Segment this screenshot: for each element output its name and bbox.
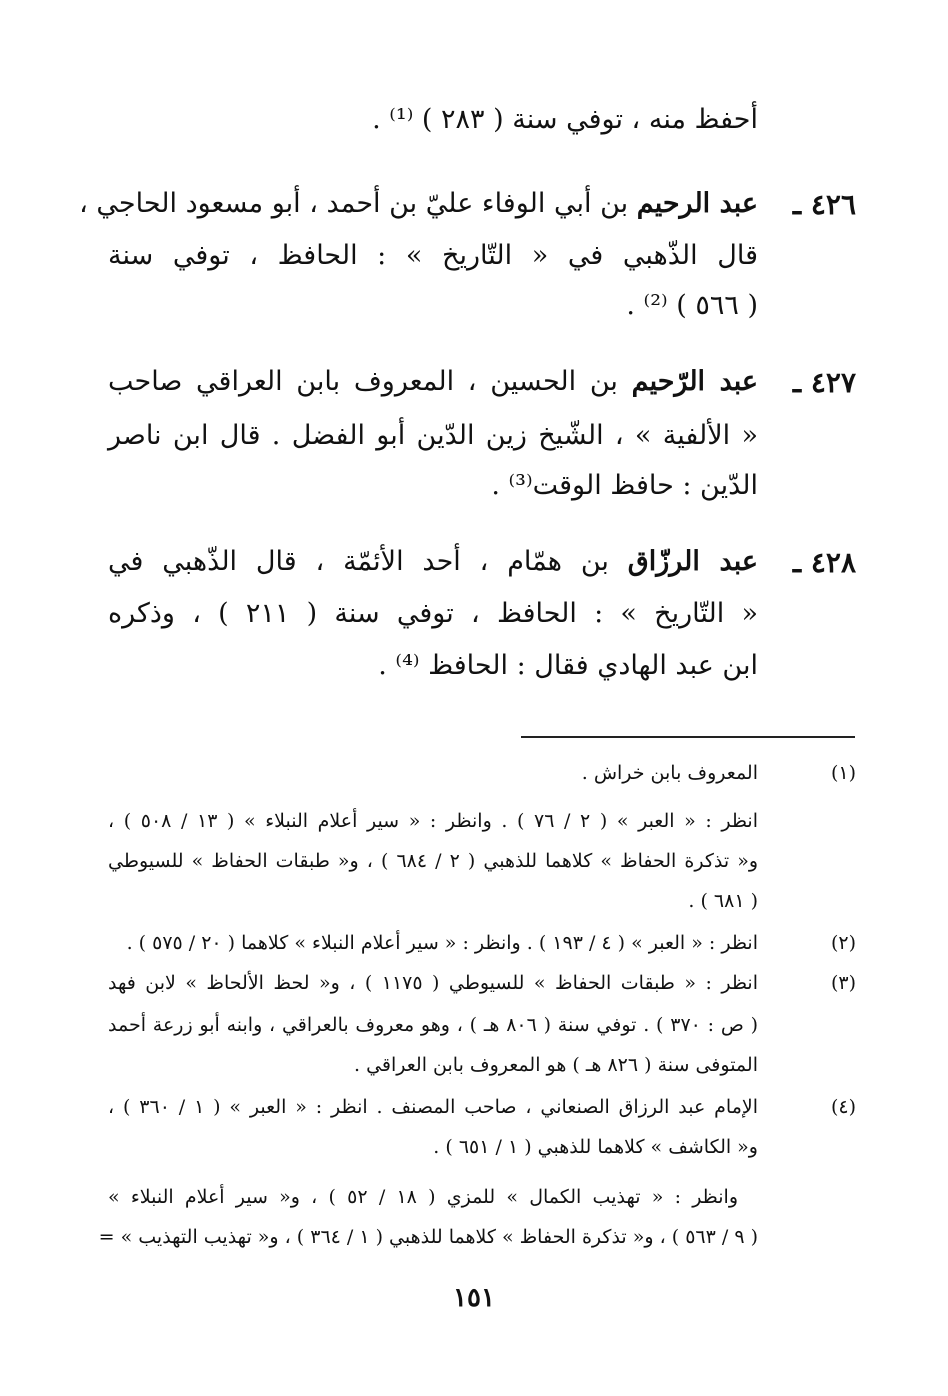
entry-428-line-2: « التّاريخ » : الحافظ ، توفي سنة ( ٢١١ ) ، وذكره — [108, 598, 758, 629]
footnote-4-line-4: ( ٩ / ٥٦٣ ) ، و« تذكرة الحفاظ » كلاهما للذهبي ( ١ / ٣٦٤ ) ، و« تهذيب التهذيب » = — [98, 1226, 758, 1248]
entry-426-line-2: قال الذّهبي في « التّاريخ » : الحافظ ، توفي سنة — [108, 240, 758, 271]
footnote-3-number: (٣) — [830, 972, 856, 994]
entry-428-line-3: ابن عبد الهادي فقال : الحافظ ⁽⁴⁾ . — [378, 650, 758, 681]
entry-426-line-3: ( ٥٦٦ ) ⁽²⁾ . — [626, 290, 758, 321]
footnote-1-line-3: و« تذكرة الحفاظ » كلاهما للذهبي ( ٢ / ٦٨٤ ) ، و« طبقات الحفاظ » للسيوطي — [108, 850, 759, 872]
entry-number-427: ٤٢٧ ـ — [792, 366, 856, 399]
entry-428-line-1-text: بن همّام ، أحد الأئمّة ، قال الذّهبي في — [108, 546, 628, 577]
entry-number-428: ٤٢٨ ـ — [792, 546, 856, 579]
footnote-4-line-1: الإمام عبد الرزاق الصنعاني ، صاحب المصنف . انظر : « العبر » ( ١ / ٣٦٠ ) ، — [108, 1096, 759, 1118]
footnote-1-line-4: ( ٦٨١ ) . — [688, 890, 758, 912]
footnote-4-line-2: و« الكاشف » كلاهما للذهبي ( ١ / ٦٥١ ) . — [433, 1136, 758, 1158]
entry-426-line-1-text: بن أبي الوفاء عليّ بن أحمد ، أبو مسعود الحاجي ، — [79, 188, 637, 219]
footnote-divider — [521, 736, 855, 738]
footnote-3-line-3: المتوفى سنة ( ٨٢٦ هـ ) هو المعروف بابن العراقي . — [354, 1054, 758, 1076]
entry-428-name: عبد الرزّاق — [627, 546, 758, 577]
continuation-line: أحفظ منه ، توفي سنة ( ٢٨٣ ) ⁽¹⁾ . — [372, 104, 758, 135]
footnote-3-line-1: انظر : « طبقات الحفاظ » للسيوطي ( ١١٧٥ ) ، و« لحظ الألحاظ » لابن فهد — [108, 972, 758, 994]
footnote-4-number: (٤) — [830, 1096, 856, 1118]
footnote-2-line-1: انظر : « العبر » ( ٤ / ١٩٣ ) . وانظر : « سير أعلام النبلاء » كلاهما ( ٢٠ / ٥٧٥ ) . — [126, 932, 758, 954]
entry-426-name: عبد الرحيم — [636, 188, 758, 219]
entry-427-line-1 — [108, 366, 758, 397]
footnote-1-number: (١) — [830, 762, 856, 784]
footnote-2-number: (٢) — [830, 932, 856, 954]
entry-427-line-3: الدّين : حافظ الوقت⁽³⁾ . — [491, 470, 758, 501]
footnote-4-line-3: وانظر : « تهذيب الكمال » للمزي ( ١٨ / ٥٢ ) ، و« سير أعلام النبلاء » — [108, 1186, 739, 1208]
page-number: ١٥١ — [453, 1283, 495, 1313]
entry-number-426: ٤٢٦ ـ — [792, 188, 856, 221]
footnote-1-line-2: انظر : « العبر » ( ٢ / ٧٦ ) . وانظر : « سير أعلام النبلاء » ( ١٣ / ٥٠٨ ) ، — [108, 810, 759, 832]
entry-427-line-2: « الألفية » ، الشّيخ زين الدّين أبو الفضل . قال ابن ناصر — [108, 420, 758, 451]
footnote-3-line-2: ( ص : ٣٧٠ ) . توفي سنة ( ٨٠٦ هـ ) ، وهو معروف بالعراقي ، وابنه أبو زرعة أحمد — [108, 1014, 758, 1036]
footnote-1-line-1: المعروف بابن خراش . — [581, 762, 758, 784]
entry-427-name: عبد الرّحيم — [631, 366, 759, 397]
entry-426-line-1 — [79, 188, 758, 219]
entry-428-line-1 — [108, 546, 758, 577]
entry-427-line-1-text: بن الحسين ، المعروف بابن العراقي صاحب — [108, 366, 632, 397]
